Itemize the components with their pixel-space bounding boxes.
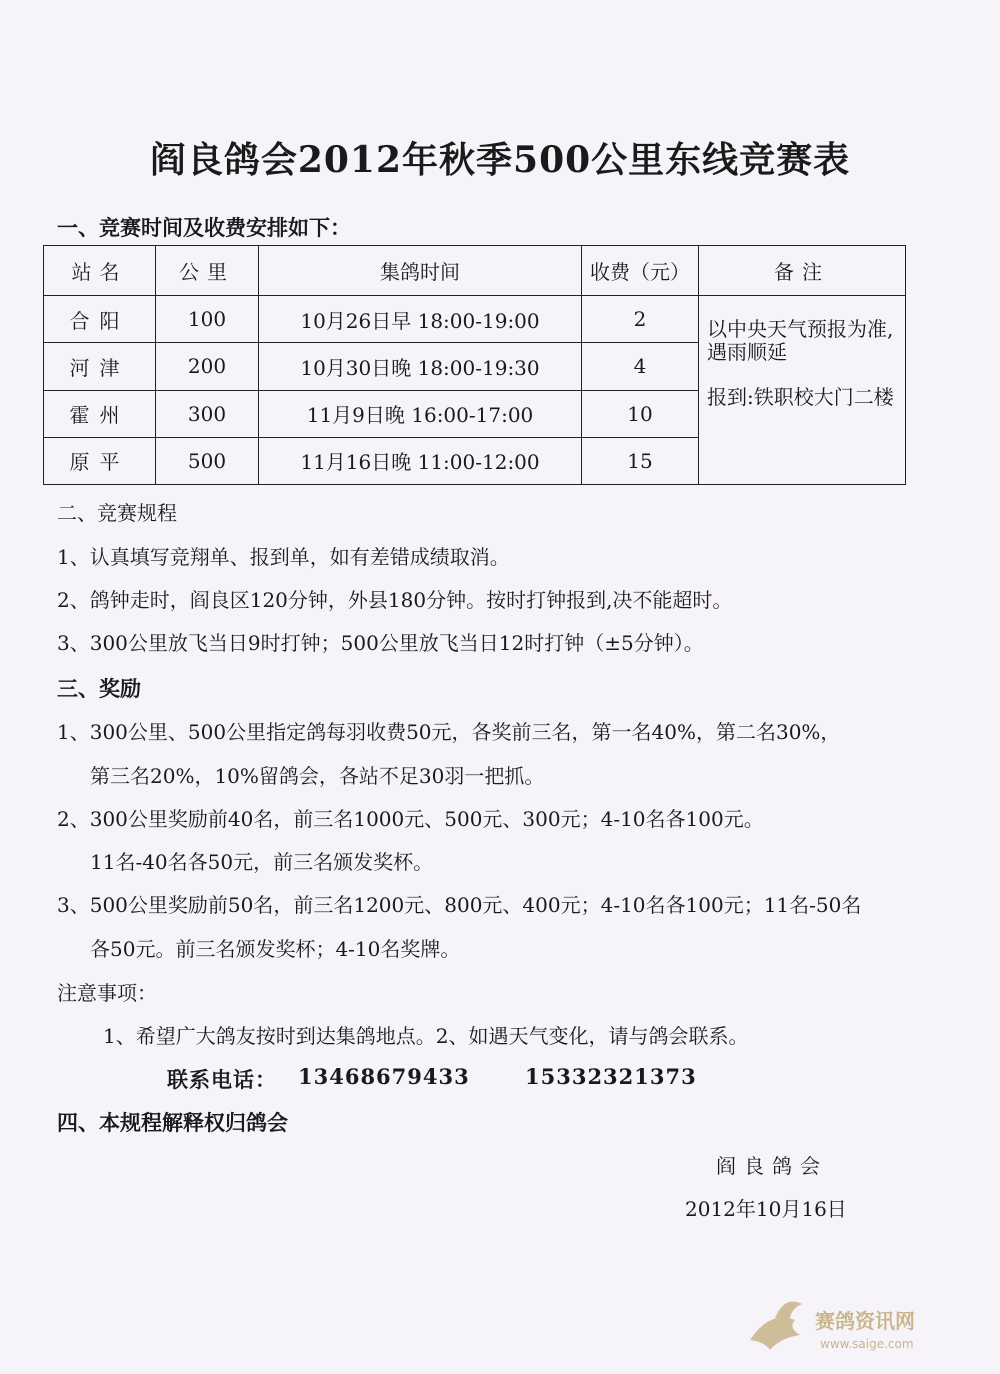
rule-item: 1、认真填写竞翔单、报到单，如有差错成绩取消。 (57, 545, 510, 569)
header-remark: 备注 (699, 246, 906, 296)
header-station: 站名 (44, 246, 156, 296)
cell-station: 霍州 (44, 390, 156, 437)
cell-time: 10月26日早 18:00-19:00 (259, 296, 582, 343)
cell-km: 100 (156, 296, 259, 343)
award-item-continued: 各50元。前三名颁发奖杯；4-10名奖牌。 (90, 937, 461, 961)
watermark-name: 赛鸽资讯网 (815, 1309, 915, 1333)
section3-heading: 三、奖励 (57, 676, 141, 701)
award-item: 3、500公里奖励前50名，前三名1200元、800元、400元；4-10名各100元；11名-50名 (57, 893, 862, 917)
header-km: 公里 (156, 246, 259, 296)
cell-km: 200 (156, 343, 259, 390)
cell-time: 11月9日晚 16:00-17:00 (259, 390, 582, 437)
cell-station: 河津 (44, 343, 156, 390)
schedule-table (43, 245, 906, 485)
rule-item: 3、300公里放飞当日9时打钟；500公里放飞当日12时打钟（±5分钟）。 (57, 631, 704, 655)
award-item: 1、300公里、500公里指定鸽每羽收费50元，各奖前三名，第一名40%，第二名30%， (57, 720, 841, 744)
cell-km: 500 (156, 437, 259, 484)
award-item-continued: 11名-40名各50元，前三名颁发奖杯。 (90, 850, 434, 874)
notes-text: 1、希望广大鸽友按时到达集鸽地点。2、如遇天气变化，请与鸽会联系。 (103, 1024, 749, 1048)
section1-heading: 一、竞赛时间及收费安排如下： (57, 215, 351, 240)
cell-fee: 15 (582, 437, 699, 484)
table-header-row (44, 246, 906, 296)
table-row (44, 296, 906, 343)
contact-phone-2: 15332321373 (525, 1064, 697, 1089)
notes-heading: 注意事项： (57, 981, 157, 1005)
cell-fee: 4 (582, 343, 699, 390)
section2-heading: 二、竞赛规程 (57, 501, 177, 525)
pigeon-icon (750, 1318, 800, 1351)
cell-station: 合阳 (44, 296, 156, 343)
cell-time: 10月30日晚 18:00-19:30 (259, 343, 582, 390)
cell-fee: 10 (582, 390, 699, 437)
section4-heading: 四、本规程解释权归鸽会 (57, 1110, 288, 1135)
signature-org: 阎良鸽会 (716, 1154, 828, 1178)
contact-label: 联系电话： (167, 1067, 277, 1092)
watermark-url: www.saige.com (820, 1337, 914, 1351)
cell-km: 300 (156, 390, 259, 437)
cell-time: 11月16日晚 11:00-12:00 (259, 437, 582, 484)
cell-fee: 2 (582, 296, 699, 343)
remark-cell (699, 296, 906, 485)
watermark-logo (740, 1290, 960, 1360)
rule-item: 2、鸽钟走时，阎良区120分钟，外县180分钟。按时打钟报到,决不能超时。 (57, 588, 733, 612)
header-fee: 收费（元） (582, 246, 699, 296)
header-time: 集鸽时间 (259, 246, 582, 296)
contact-phone-1: 13468679433 (298, 1064, 470, 1089)
document-title: 阎良鸽会2012年秋季500公里东线竞赛表 (149, 139, 851, 181)
award-item: 2、300公里奖励前40名，前三名1000元、500元、300元；4-10名各100元。 (57, 807, 764, 831)
signature-date: 2012年10月16日 (685, 1197, 847, 1221)
remark-report: 报到:铁职校大门二楼 (707, 385, 894, 410)
remark-weather: 以中央天气预报为准,遇雨顺延 (707, 317, 894, 365)
cell-station: 原平 (44, 437, 156, 484)
award-item-continued: 第三名20%，10%留鸽会，各站不足30羽一把抓。 (90, 764, 545, 788)
